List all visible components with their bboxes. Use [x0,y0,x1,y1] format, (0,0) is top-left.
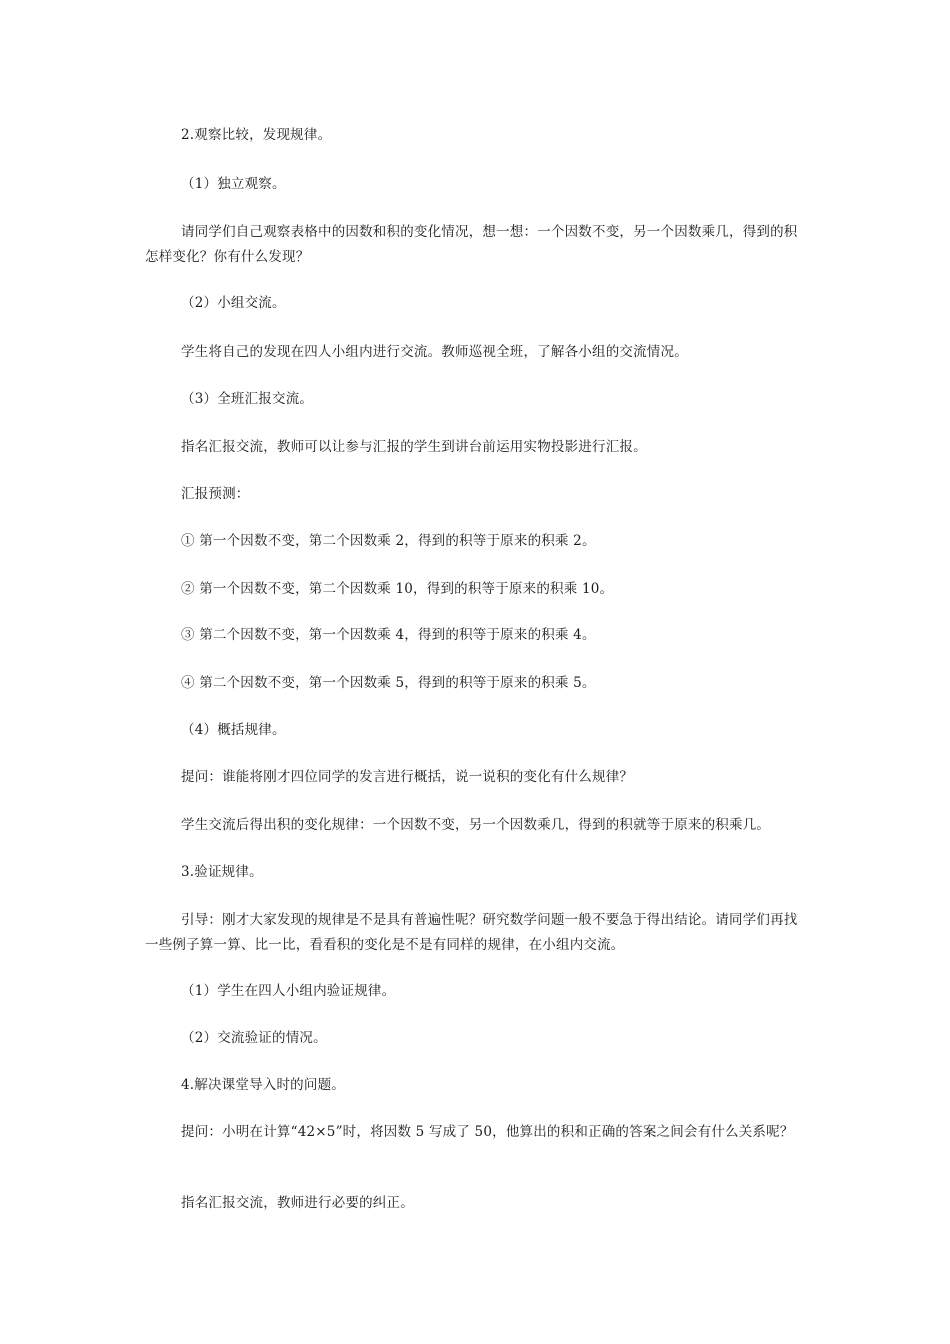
paragraph-question-xiaoming: 提问：小明在计算“42×5”时，将因数 5 写成了 50，他算出的积和正确的答案之间会有什么关系呢？ [181,1124,794,1140]
paragraph-observe-instructions: 请同学们自己观察表格中的因数和积的变化情况，想一想：一个因数不变，另一个因数乘几，得到的积怎样变化？你有什么发现？ [145,224,798,265]
section-heading-verify: 3.验证规律。 [181,864,263,880]
step-summarize-rule: （4）概括规律。 [181,722,286,738]
step-group-verify: （1）学生在四人小组内验证规律。 [181,983,396,999]
prediction-item-3: ③ 第二个因数不变，第一个因数乘 4，得到的积等于原来的积乘 4。 [181,627,596,643]
step-group-exchange: （2）小组交流。 [181,295,286,311]
paragraph-question-summarize: 提问：谁能将刚才四位同学的发言进行概括，说一说积的变化有什么规律？ [181,769,634,785]
section-heading-solve: 4.解决课堂导入时的问题。 [181,1077,345,1093]
paragraph-guide-verify: 引导：刚才大家发现的规律是不是具有普遍性呢？研究数学问题一般不要急于得出结论。请同学们再找一些例子算一算、比一比，看看积的变化是不是有同样的规律，在小组内交流。 [145,912,798,953]
prediction-item-1: ① 第一个因数不变，第二个因数乘 2，得到的积等于原来的积乘 2。 [181,533,596,549]
prediction-item-2: ② 第一个因数不变，第二个因数乘 10，得到的积等于原来的积乘 10。 [181,581,614,597]
paragraph-teacher-correction: 指名汇报交流，教师进行必要的纠正。 [181,1195,414,1211]
section-heading-observe: 2.观察比较，发现规律。 [181,127,332,143]
paragraph-rule-conclusion: 学生交流后得出积的变化规律：一个因数不变，另一个因数乘几，得到的积就等于原来的积乘几。 [181,817,771,833]
paragraph-group-exchange: 学生将自己的发现在四人小组内进行交流。教师巡视全班，了解各小组的交流情况。 [181,344,688,360]
paragraph-class-report: 指名汇报交流，教师可以让参与汇报的学生到讲台前运用实物投影进行汇报。 [181,439,647,455]
step-independent-observation: （1）独立观察。 [181,176,286,192]
report-prediction-heading: 汇报预测： [181,486,250,502]
prediction-item-4: ④ 第二个因数不变，第一个因数乘 5，得到的积等于原来的积乘 5。 [181,675,596,691]
step-exchange-verify: （2）交流验证的情况。 [181,1030,327,1046]
step-class-report: （3）全班汇报交流。 [181,391,314,407]
